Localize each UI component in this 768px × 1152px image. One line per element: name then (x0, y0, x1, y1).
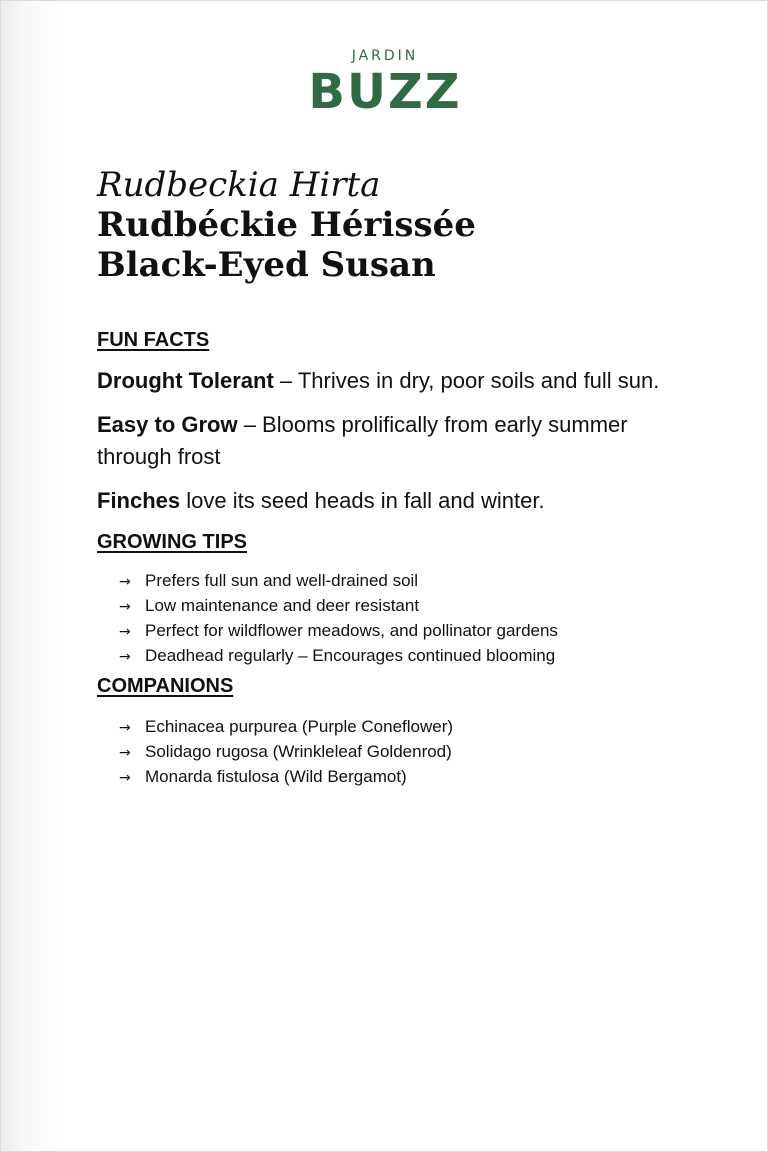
list-item (119, 740, 697, 765)
fun-fact (97, 365, 697, 397)
fun-facts-list (97, 365, 697, 517)
list-item (119, 619, 697, 644)
arrow-right-icon: → (119, 599, 131, 615)
fun-fact (97, 409, 697, 473)
growing-tips-heading: GROWING TIPS (97, 531, 247, 553)
plant-names (97, 165, 476, 285)
logo-top-text: JARDIN (351, 48, 419, 64)
fun-fact-text: love its seed heads in fall and winter. (180, 488, 545, 513)
english-name: Black-Eyed Susan (97, 245, 436, 285)
list-item (119, 569, 697, 594)
companions-heading: COMPANIONS (97, 675, 234, 697)
list-item (119, 765, 697, 790)
arrow-right-icon: → (119, 624, 131, 640)
companions-list (97, 715, 697, 790)
list-item-text: Prefers full sun and well-drained soil (145, 571, 419, 590)
list-item (119, 594, 697, 619)
list-item-text: Perfect for wildflower meadows, and pollinator gardens (145, 621, 558, 640)
arrow-right-icon: → (119, 649, 131, 665)
list-item-text: Monarda fistulosa (Wild Bergamot) (145, 767, 407, 786)
fun-fact-text: – Blooms prolifically from early summer through frost (97, 412, 628, 469)
fun-fact-title: Finches (97, 488, 181, 513)
fun-fact-title: Easy to Grow (97, 412, 238, 437)
fun-fact-text: – Thrives in dry, poor soils and full sun. (273, 368, 660, 393)
content-body (97, 327, 697, 790)
list-item-text: Echinacea purpurea (Purple Coneflower) (145, 717, 454, 736)
list-item-text: Deadhead regularly – Encourages continued blooming (145, 646, 556, 665)
growing-tips-list (97, 569, 697, 669)
logo-main-text: BUZZ (308, 64, 462, 120)
jardin-buzz-logo (1, 47, 768, 120)
french-name: Rudbéckie Hérissée (97, 205, 476, 245)
arrow-right-icon: → (119, 770, 131, 786)
fun-fact-title: Drought Tolerant (97, 368, 274, 393)
arrow-right-icon: → (119, 745, 131, 761)
list-item-text: Solidago rugosa (Wrinkleleaf Goldenrod) (145, 742, 452, 761)
arrow-right-icon: → (119, 574, 131, 590)
latin-name: Rudbeckia Hirta (97, 165, 381, 205)
list-item (119, 644, 697, 669)
arrow-right-icon: → (119, 720, 131, 736)
list-item-text: Low maintenance and deer resistant (145, 596, 420, 615)
fun-fact (97, 485, 697, 517)
list-item (119, 715, 697, 740)
fun-facts-heading: FUN FACTS (97, 329, 210, 351)
